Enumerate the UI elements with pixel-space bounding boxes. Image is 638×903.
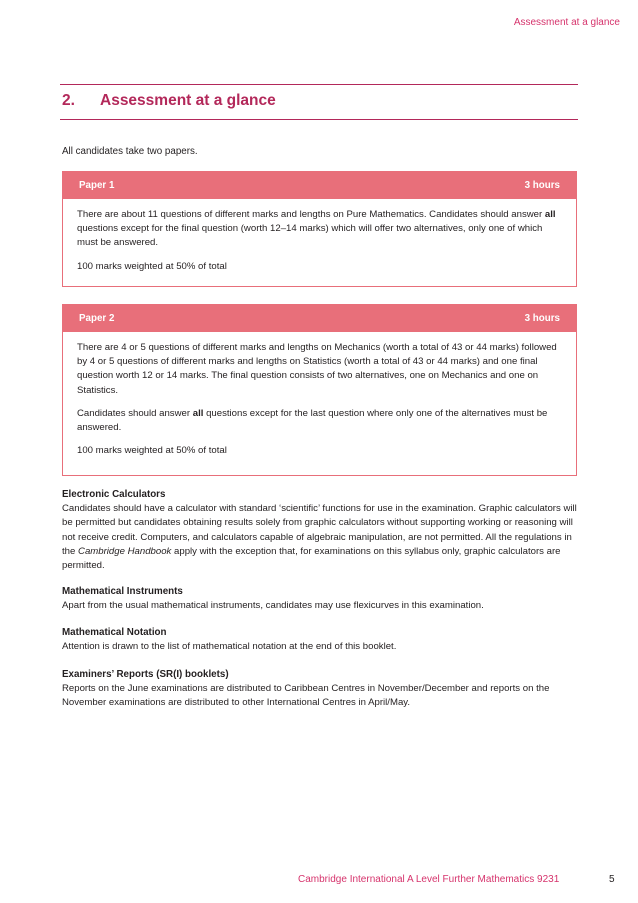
calculators-heading: Electronic Calculators (62, 489, 166, 500)
calculators-section (62, 488, 582, 573)
paper-2-box (62, 304, 577, 476)
paper-2-duration: 3 hours (524, 313, 560, 324)
paper-1-weighting: 100 marks weighted at 50% of total (77, 260, 227, 272)
instruments-section (62, 585, 582, 613)
paper-2-answer-part-b: questions except for the last question where only one of the alternatives must be answered. (77, 407, 548, 434)
paper-1-description (77, 208, 562, 251)
calculators-text (62, 502, 582, 573)
instruments-text: Apart from the usual mathematical instruments, candidates may use flexicurves in this examination. (62, 600, 484, 612)
notation-heading: Mathematical Notation (62, 627, 167, 638)
paper-1-body (63, 199, 576, 274)
notation-section (62, 626, 582, 654)
paper-1-desc-part-a: There are about 11 questions of different marks and lengths on Pure Mathematics. Candidates should answer (77, 209, 545, 220)
paper-2-answer-instructions (77, 407, 562, 435)
paper-2-label: Paper 2 (79, 313, 115, 324)
paper-1-duration: 3 hours (524, 180, 560, 191)
paper-2-header (63, 305, 576, 332)
paper-1-desc-emphasis: all (544, 209, 556, 220)
paper-1-box (62, 171, 577, 287)
paper-1-header (63, 172, 576, 199)
reports-text: Reports on the June examinations are distributed to Caribbean Centres in November/December and reports on the November examinations are distributed to other International Centres in April/May. (62, 683, 550, 709)
paper-1-desc-part-b: questions except for the final question (worth 12–14 marks) which will offer two alternatives, only one of which must be answered. (77, 223, 543, 249)
section-title-text: Assessment at a glance (100, 92, 276, 109)
footer-title: Cambridge International A Level Further Mathematics 9231 (298, 874, 560, 885)
title-bottom-rule (60, 119, 578, 120)
cambridge-handbook-title: Cambridge Handbook (78, 545, 172, 557)
paper-2-answer-part-a: Candidates should answer (77, 407, 193, 419)
instruments-heading: Mathematical Instruments (62, 586, 183, 597)
reports-section (62, 668, 582, 711)
calculators-text-part-a: Candidates should have a calculator with standard ‘scientific’ functions for use in the examination. Graphic calculators will be permitted but candidates obtaining results solely from graphic calculators without supporting working or reasoning will not receive credit. Computers, and calculators capable of algebraic manipulation, are not permitted. All the regulations in the (62, 503, 577, 557)
paper-2-description: There are 4 or 5 questions of different marks and lengths on Mechanics (worth a total of 43 or 44 marks) followed by 4 or 5 questions of different marks and lengths on Statistics (worth a total of 43 or 44 marks) and one final question worth 12 or 14 marks. The final question consists of two alternatives, one on Mechanics and one on Statistics. (77, 342, 557, 396)
title-top-rule (60, 84, 578, 85)
paper-2-answer-emphasis: all (192, 407, 204, 419)
calculators-text-part-b: apply with the exception that, for examinations on this syllabus only, graphic calculators are permitted. (62, 545, 561, 572)
intro-text: All candidates take two papers. (62, 146, 198, 157)
running-header: Assessment at a glance (513, 17, 620, 28)
section-number: 2. (62, 92, 75, 109)
page-number: 5 (609, 874, 615, 885)
notation-text: Attention is drawn to the list of mathematical notation at the end of this booklet. (62, 641, 397, 653)
paper-1-label: Paper 1 (79, 180, 115, 191)
section-title (62, 92, 276, 110)
paper-2-body (63, 332, 576, 458)
paper-2-weighting: 100 marks weighted at 50% of total (77, 445, 227, 457)
reports-heading: Examiners’ Reports (SR(I) booklets) (62, 669, 229, 680)
